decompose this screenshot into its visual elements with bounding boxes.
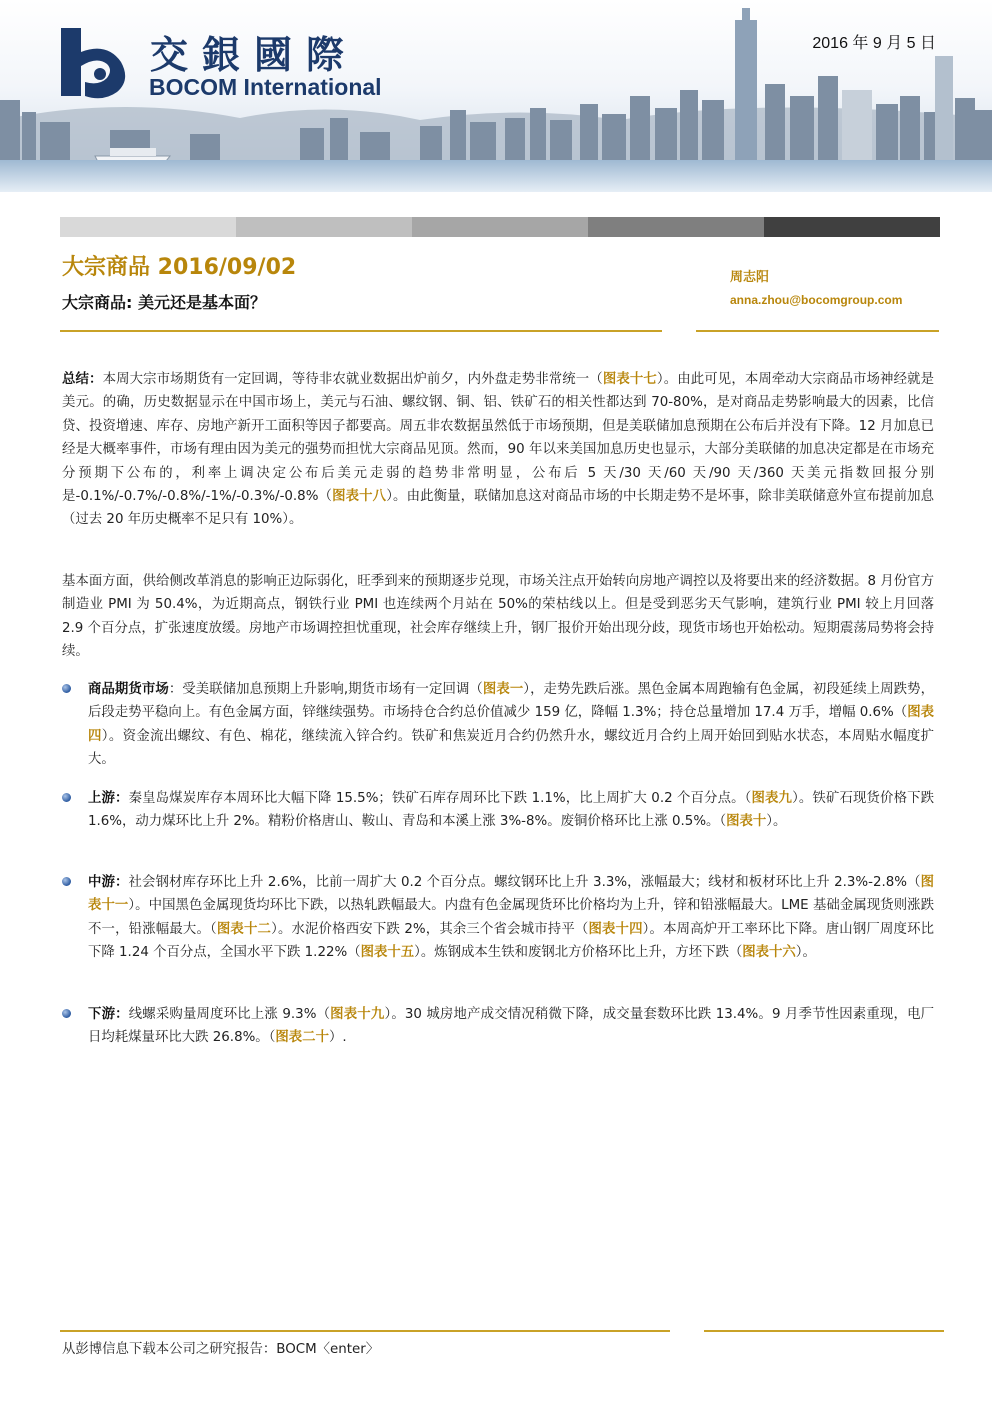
header-stripe <box>60 217 940 237</box>
bullet-dot-icon <box>62 877 71 886</box>
chart-ref-10[interactable]: 图表十 <box>726 814 767 830</box>
bullet-dot-icon <box>62 793 71 802</box>
chart-ref-1[interactable]: 图表一 <box>482 682 524 697</box>
bullet-dot-icon <box>62 684 71 693</box>
downstream-text-b: ）。30 城房地产成交情况稍微下降，成交量套数环比跌 13.4%。9 月季节性因素重现，电厂日均耗煤量环比大跌 26.8%。（ <box>88 1007 935 1046</box>
summary-text-3: ）。由此衡量，联储加息这对商品市场的中长期走势不是坏事，除非美联储意外宣布提前加息（过去 20 年历史概率不足只有 10%）。 <box>62 489 935 528</box>
chart-ref-20[interactable]: 图表二十 <box>275 1030 329 1046</box>
downstream-text-c: ）. <box>328 1030 347 1046</box>
upstream-text-c: ）。 <box>766 814 787 830</box>
report-subtitle: 大宗商品: 美元还是基本面？ <box>62 293 266 312</box>
title-divider-right <box>696 330 939 332</box>
company-logo <box>55 22 415 102</box>
upstream-text-b: ）。铁矿石现货价格下跌 1.6%，动力煤环比上升 2%。精粉价格唐山、鞍山、青岛和本溪上涨 3%-8%。废铜价格环比上涨 0.5%。（ <box>88 791 935 830</box>
footer-divider-left <box>60 1330 670 1332</box>
downstream-text-a: 线螺采购量周度环比上涨 9.3%（ <box>128 1007 331 1022</box>
chart-ref-11[interactable]: 图表十一 <box>88 875 935 914</box>
downstream-label: 下游： <box>88 1007 129 1022</box>
logo-english-name: BOCOM International <box>149 74 382 100</box>
stripe-segment-1 <box>60 217 236 237</box>
midstream-text-b: ）。中国黑色金属现货均环比下跌，以热轧跌幅最大。内盘有色金属现货环比价格均为上升，锌和铅涨幅最大。LME 基础金属现货则涨跌不一，铅涨幅最大。（ <box>88 898 935 937</box>
summary-text-1: 本周大宗市场期货有一定回调，等待非农就业数据出炉前夕，内外盘走势非常统一（ <box>102 372 603 387</box>
futures-text-a: ：受美联储加息预期上升影响,期货市场有一定回调（ <box>168 682 483 697</box>
stripe-segment-3 <box>412 217 588 237</box>
chart-ref-18[interactable]: 图表十八 <box>332 489 387 505</box>
summary-paragraph <box>62 368 934 532</box>
midstream-text-a: 社会钢材库存环比上升 2.6%，比前一周扩大 0.2 个百分点。螺纹钢环比上升 3.3%，涨幅最大；线材和板材环比上升 2.3%-2.8%（ <box>128 875 921 890</box>
midstream-label: 中游： <box>88 875 129 890</box>
summary-text-2: ）。由此可见，本周牵动大宗商品市场神经就是美元。的确，历史数据显示在中国市场上，美元与石油、螺纹钢、铜、铝、铁矿石的相关性都达到 70-80%，是对商品走势影响最大的因素，比信贷、投资增速、库存、房地产新开工面积等因子都要高。周五非农数据虽然低于市场预期，但是美联储加息预期在公布后并没有下降。12 月加息已经是大概率事件，市场有理由因为美元的强势而担忧大宗商品见顶。然而，90 年以来美国加息历史也显示，大部分美联储的加息决定都是在市场充分预期下公布的，利率上调决定公布后美元走弱的趋势非常明显，公布后 5 天/30 天/60 天/90 天/360 天美元指数回报分别是-0.1%/-0.7%/-0.8%/-1%/-0.3%/-0.8%（ <box>62 372 935 505</box>
midstream-text-e: ）。炼钢成本生铁和废钢北方价格环比上升，方坯下跌（ <box>414 945 743 961</box>
upstream-text-a: 秦皇岛煤炭库存本周环比大幅下降 15.5%；铁矿石库存周环比下跌 1.1%，比上周扩大 0.2 个百分点。（ <box>128 791 752 806</box>
midstream-text-c: ）。水泥价格西安下跌 2%，其余三个省会城市持平（ <box>271 921 589 937</box>
chart-ref-16[interactable]: 图表十六 <box>742 945 796 961</box>
stripe-segment-2 <box>236 217 412 237</box>
stripe-segment-4 <box>588 217 764 237</box>
midstream-text-d: ）。本周高炉开工率环比下降。唐山钢厂周度环比下降 1.24 个百分点，全国水平下跌 1.22%（ <box>88 921 935 961</box>
logo-chinese-name: 交銀國際 <box>150 32 359 77</box>
chart-ref-4[interactable]: 图表四 <box>88 705 934 744</box>
author-name: 周志阳 <box>730 270 770 285</box>
stripe-segment-5 <box>764 217 940 237</box>
footer-divider-right <box>704 1330 944 1332</box>
chart-ref-14[interactable]: 图表十四 <box>588 921 643 937</box>
chart-ref-9[interactable]: 图表九 <box>751 791 793 806</box>
upstream-label: 上游： <box>88 791 129 806</box>
fundamentals-paragraph: 基本面方面，供给侧改革消息的影响正边际弱化，旺季到来的预期逐步兑现，市场关注点开始转向房地产调控以及将要出来的经济数据。8 月份官方制造业 PMI 为 50.4%，为近期高点，钢铁行业 PMI 也连续两个月站在 50%的荣枯线以上。但是受到恶劣天气影响，建筑行业 PMI 较上月回落 2.9 个百分点，扩张速度放缓。房地产市场调控担忧重现，社会库存继续上升，钢厂报价开始出现分歧，现货市场也开始松动。短期震荡局势将会持续。 <box>62 574 934 660</box>
header-banner <box>0 0 992 192</box>
title-divider-left <box>60 330 662 332</box>
futures-text-b: ），走势先跌后涨。黑色金属本周跑输有色金属，初段延续上周跌势，后段走势平稳向上。有色金属方面，锌继续强势。市场持仓合约总价值减少 159 亿，降幅 1.3%；持仓总量增加 17.4 万手，增幅 0.6%（ <box>88 682 934 721</box>
chart-ref-15[interactable]: 图表十五 <box>360 945 415 961</box>
midstream-text-f: ）。 <box>795 945 816 961</box>
summary-label: 总结： <box>62 372 103 387</box>
futures-text-c: ）。资金流出螺纹、有色、棉花，继续流入锌合约。铁矿和焦炭近月合约仍然升水，螺纹近月合约上周开始回到贴水状态，本周贴水幅度扩大。 <box>88 728 935 768</box>
footer-bloomberg-note: 从彭博信息下载本公司之研究报告：BOCM〈enter〉 <box>62 1342 380 1357</box>
chart-ref-12[interactable]: 图表十二 <box>216 921 272 937</box>
author-email[interactable]: anna.zhou@bocomgroup.com <box>730 293 903 307</box>
report-date: 2016 年 9 月 5 日 <box>812 35 936 52</box>
chart-ref-19[interactable]: 图表十九 <box>330 1007 385 1022</box>
bocom-logo-icon <box>55 22 133 100</box>
bullet-dot-icon <box>62 1009 71 1018</box>
chart-ref-17[interactable]: 图表十七 <box>602 372 657 387</box>
report-title: 大宗商品 2016/09/02 <box>62 255 297 280</box>
futures-label: 商品期货市场 <box>88 682 169 697</box>
